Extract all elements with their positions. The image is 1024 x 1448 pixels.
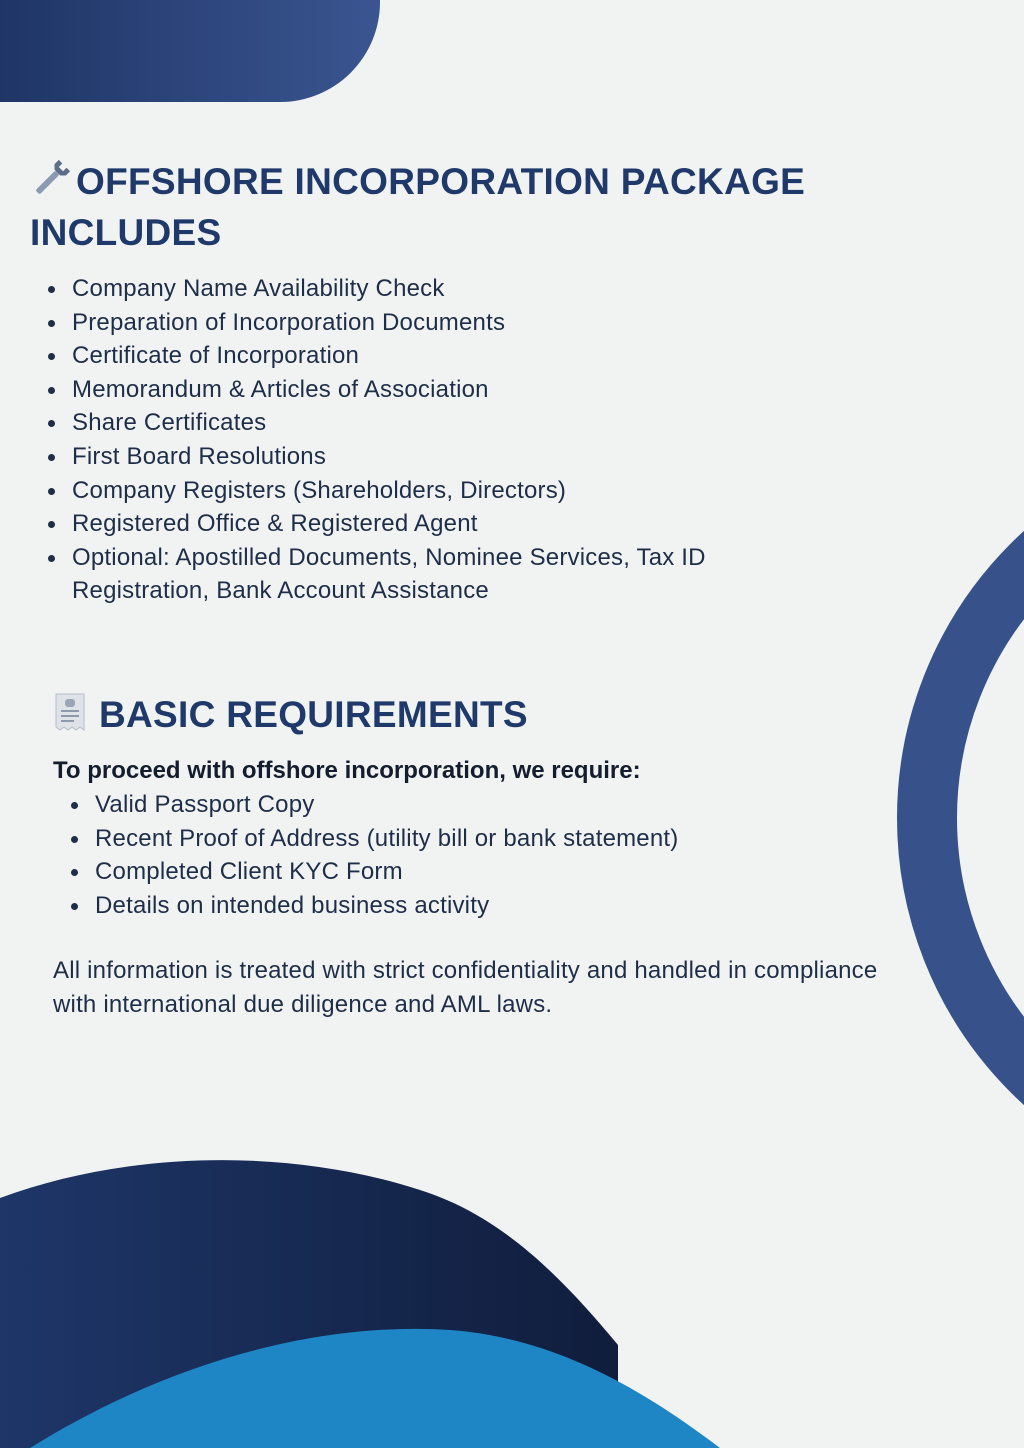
- confidentiality-note: All information is treated with strict confidentiality and handled in compliance with international due diligence and AML laws.: [53, 957, 878, 1019]
- list-item: Memorandum & Articles of Association: [48, 373, 830, 407]
- list-item: Company Registers (Shareholders, Directors): [48, 474, 830, 508]
- list-item: Completed Client KYC Form: [71, 855, 913, 889]
- list-item: Certificate of Incorporation: [48, 339, 830, 373]
- requirements-list: [71, 788, 913, 922]
- package-list: [48, 272, 830, 608]
- wrench-icon: [30, 159, 72, 199]
- requirements-heading: [53, 690, 913, 740]
- package-heading: [30, 156, 830, 258]
- list-item: Details on intended business activity: [71, 889, 913, 923]
- requirements-title: BASIC REQUIREMENTS: [99, 694, 528, 735]
- list-item: Recent Proof of Address (utility bill or bank statement): [71, 822, 913, 856]
- list-item: Preparation of Incorporation Documents: [48, 306, 830, 340]
- package-title: OFFSHORE INCORPORATION PACKAGE INCLUDES: [30, 161, 806, 253]
- receipt-icon: [53, 693, 87, 731]
- list-item: First Board Resolutions: [48, 440, 830, 474]
- list-item: Registered Office & Registered Agent: [48, 507, 830, 541]
- list-item: Company Name Availability Check: [48, 272, 830, 306]
- requirements-intro: To proceed with offshore incorporation, we require:: [53, 757, 641, 784]
- list-item: Valid Passport Copy: [71, 788, 913, 822]
- package-section: [30, 156, 830, 608]
- list-item: Share Certificates: [48, 406, 830, 440]
- requirements-section: [53, 690, 913, 1022]
- list-item: Optional: Apostilled Documents, Nominee Services, Tax ID Registration, Bank Account Assistance: [48, 541, 830, 608]
